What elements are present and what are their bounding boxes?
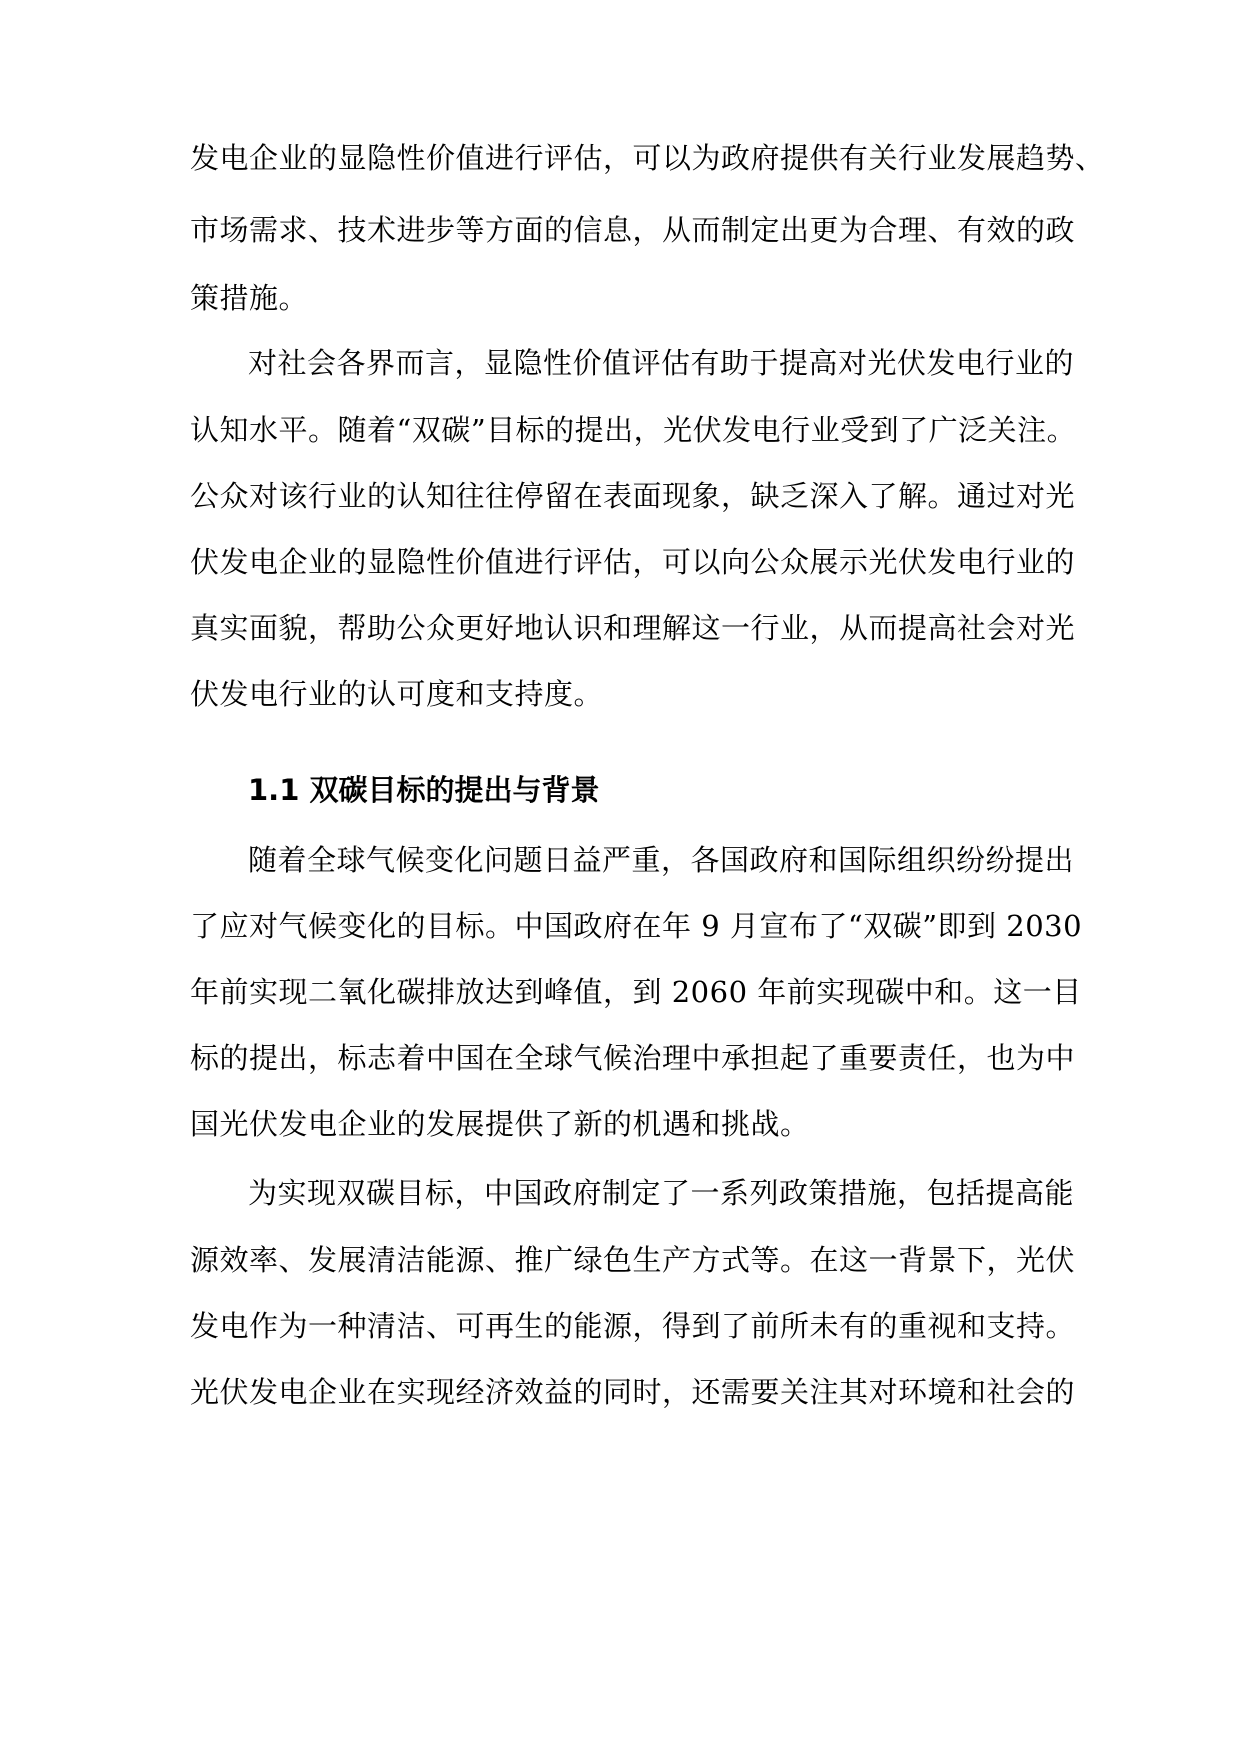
paragraph-2-line-3: 公众对该行业的认知往往停留在表面现象，缺乏深入了解。通过对光 [190,479,1076,513]
paragraph-4-line-2: 源效率、发展清洁能源、推广绿色生产方式等。在这一背景下，光伏 [190,1243,1076,1277]
section-heading: 1.1 双碳目标的提出与背景 [248,773,600,807]
paragraph-2-line-1: 对社会各界而言，显隐性价值评估有助于提高对光伏发电行业的 [248,346,1075,380]
paragraph-1-line-3: 策措施。 [190,281,309,315]
paragraph-2-line-4: 伏发电企业的显隐性价值进行评估，可以向公众展示光伏发电行业的 [190,545,1076,579]
paragraph-4-line-4: 光伏发电企业在实现经济效益的同时，还需要关注其对环境和社会的 [190,1375,1076,1409]
paragraph-2-line-6: 伏发电行业的认可度和支持度。 [190,677,604,711]
paragraph-3-line-3: 年前实现二氧化碳排放达到峰值，到 2060 年前实现碳中和。这一目 [190,975,1082,1009]
paragraph-2-line-2: 认知水平。随着“双碳”目标的提出，光伏发电行业受到了广泛关注。 [190,413,1077,447]
paragraph-3-line-5: 国光伏发电企业的发展提供了新的机遇和挑战。 [190,1107,810,1141]
paragraph-3-line-1: 随着全球气候变化问题日益严重，各国政府和国际组织纷纷提出 [248,843,1075,877]
paragraph-4-line-3: 发电作为一种清洁、可再生的能源，得到了前所未有的重视和支持。 [190,1309,1076,1343]
paragraph-1-line-2: 市场需求、技术进步等方面的信息，从而制定出更为合理、有效的政 [190,213,1076,247]
paragraph-3-line-2: 了应对气候变化的目标。中国政府在年 9 月宣布了“双碳”即到 2030 [190,909,1083,943]
paragraph-4-line-1: 为实现双碳目标，中国政府制定了一系列政策措施，包括提高能 [248,1176,1075,1210]
paragraph-3-line-4: 标的提出，标志着中国在全球气候治理中承担起了重要责任，也为中 [190,1041,1076,1075]
paragraph-1-line-1: 发电企业的显隐性价值进行评估，可以为政府提供有关行业发展趋势、 [190,141,1105,175]
paragraph-2-line-5: 真实面貌，帮助公众更好地认识和理解这一行业，从而提高社会对光 [190,611,1076,645]
